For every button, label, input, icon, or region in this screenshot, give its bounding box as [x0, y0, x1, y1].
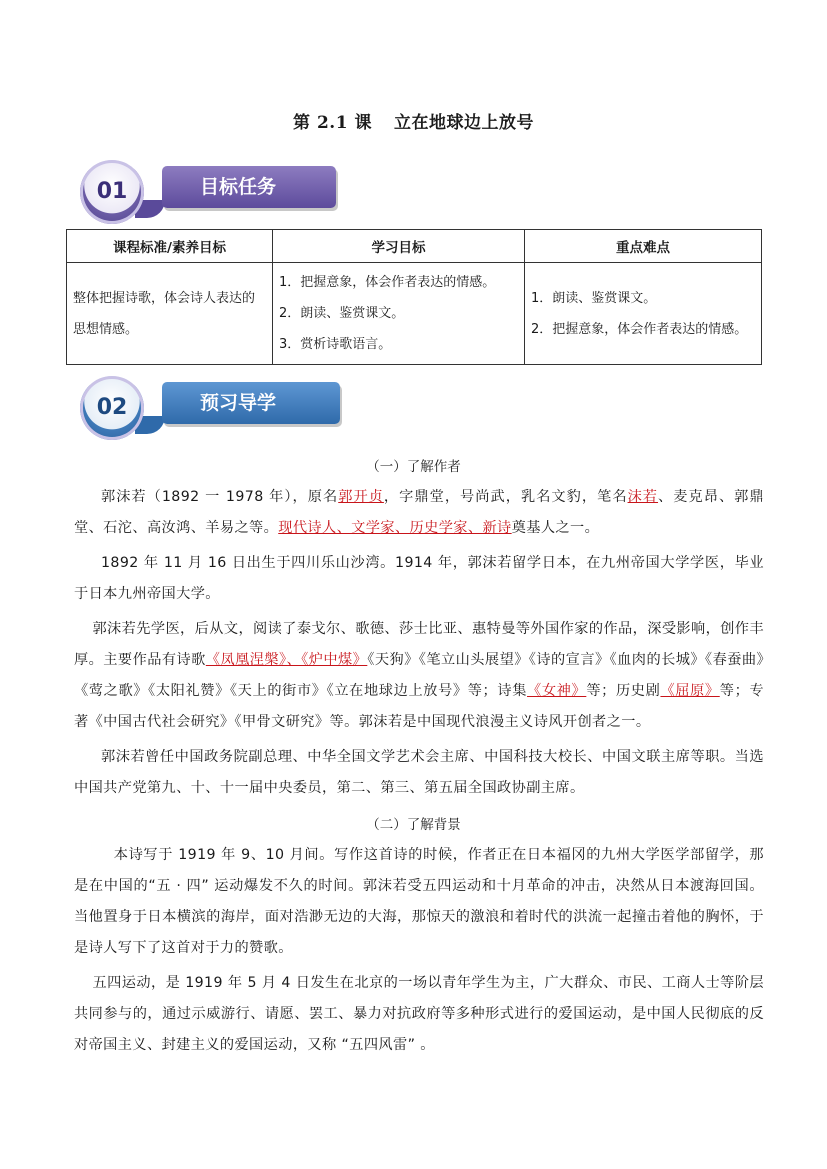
author-block: [74, 482, 764, 804]
paragraph: 本诗写于 1919 年 9、10 月间。写作这首诗的时候，作者正在日本福冈的九州大学医学部留学，那是在中国的“五 · 四” 运动爆发不久的时间。郭沫若受五四运动和十月革命的冲击，决然从日本渡海回国。当他置身于日本横滨的海岸，面对浩渺无边的大海，那惊天的激浪和着时代的洪流一起撞击着他的胸怀，于是诗人写下了这首对于力的赞歌。: [74, 847, 764, 956]
text: 郭沫若（1892 一 1978 年），原名: [100, 489, 339, 505]
highlight-text: 沫若: [627, 489, 659, 505]
table-row: [67, 263, 762, 365]
text: 奠基人之一。: [511, 520, 600, 536]
highlight-text: 现代诗人、文学家、历史学家、新诗: [278, 520, 512, 536]
list-item: 1．朗读、鉴赏课文。: [531, 290, 657, 306]
table-header-row: [67, 230, 762, 263]
badge-circle: [80, 376, 144, 440]
paragraph: 郭沫若曾任中国政务院副总理、中华全国文学艺术会主席、中国科技大校长、中国文联主席等职。当选中国共产党第九、十、十一届中央委员，第二、第三、第五届全国政协副主席。: [74, 749, 764, 796]
badge-number: 01: [96, 179, 128, 204]
lesson-name: 立在地球边上放号: [393, 113, 534, 133]
paragraph: [74, 614, 764, 738]
list-item: 2．把握意象，体会作者表达的情感。: [531, 321, 748, 337]
text: 等；历史剧: [586, 683, 661, 699]
list-item: 3．赏析诗歌语言。: [279, 337, 392, 352]
table-cell-key-points: [525, 263, 762, 365]
badge-circle: [80, 160, 144, 224]
section-heading-background: （二）了解背景: [366, 817, 461, 833]
table-cell-standard: 整体把握诗歌，体会诗人表达的思想情感。: [67, 263, 273, 365]
text: 郭沫若先学医，后从文，阅读了泰戈尔、歌德、莎士比亚、惠特曼等外国作家的作品，深受影响，创作丰厚。主要作品有诗歌: [74, 621, 764, 668]
text: 等；专著《中国古代社会研究》《甲骨文研究》等。郭沫若是中国现代浪漫主义诗风开创者之一。: [74, 683, 764, 730]
highlight-text: 郭开贞: [338, 489, 384, 505]
table-header: 学习目标: [273, 230, 525, 263]
table-header: 重点难点: [525, 230, 762, 263]
highlight-text: 《女神》: [527, 683, 587, 699]
list-item: 1．把握意象，体会作者表达的情感。: [279, 275, 496, 290]
badge-label: 目标任务: [162, 166, 336, 208]
highlight-text: 《凤凰涅槃》、《炉中煤》: [205, 652, 368, 668]
paragraph: 五四运动，是 1919 年 5 月 4 日发生在北京的一场以青年学生为主，广大群众、市民、工商人士等阶层共同参与的，通过示威游行、请愿、罢工、暴力对抗政府等多种形式进行的爱国运动，是中国人民彻底的反对帝国主义、封建主义的爱国运动，又称 “五四风雷” 。: [74, 975, 764, 1053]
lesson-number: 第 2.1 课: [293, 113, 372, 133]
text: 、麦克昂、郭鼎堂、石沱、高汝鸿、羊易之等。: [74, 489, 764, 536]
goals-table: [66, 229, 762, 365]
table-cell-objectives: [273, 263, 525, 365]
page-title: [0, 108, 827, 133]
highlight-text: 《屈原》: [660, 683, 720, 699]
background-block: [74, 840, 764, 1061]
list-item: 2．朗读、鉴赏课文。: [279, 306, 405, 321]
badge-number: 02: [96, 395, 128, 420]
section-heading-author: （一）了解作者: [366, 459, 461, 475]
table-header: 课程标准/素养目标: [67, 230, 273, 263]
text: ，字鼎堂，号尚武，乳名文豹，笔名: [383, 489, 628, 505]
paragraph: [74, 482, 764, 544]
paragraph: 1892 年 11 月 16 日出生于四川乐山沙湾。1914 年，郭沫若留学日本，在九州帝国大学学医，毕业于日本九州帝国大学。: [74, 555, 764, 602]
badge-label: 预习导学: [162, 382, 340, 424]
text: 《天狗》《笔立山头展望》《诗的宣言》《血肉的长城》《春蚕曲》《莺之歌》《太阳礼赞》《天上的街市》《立在地球边上放号》等；诗集: [74, 652, 764, 699]
